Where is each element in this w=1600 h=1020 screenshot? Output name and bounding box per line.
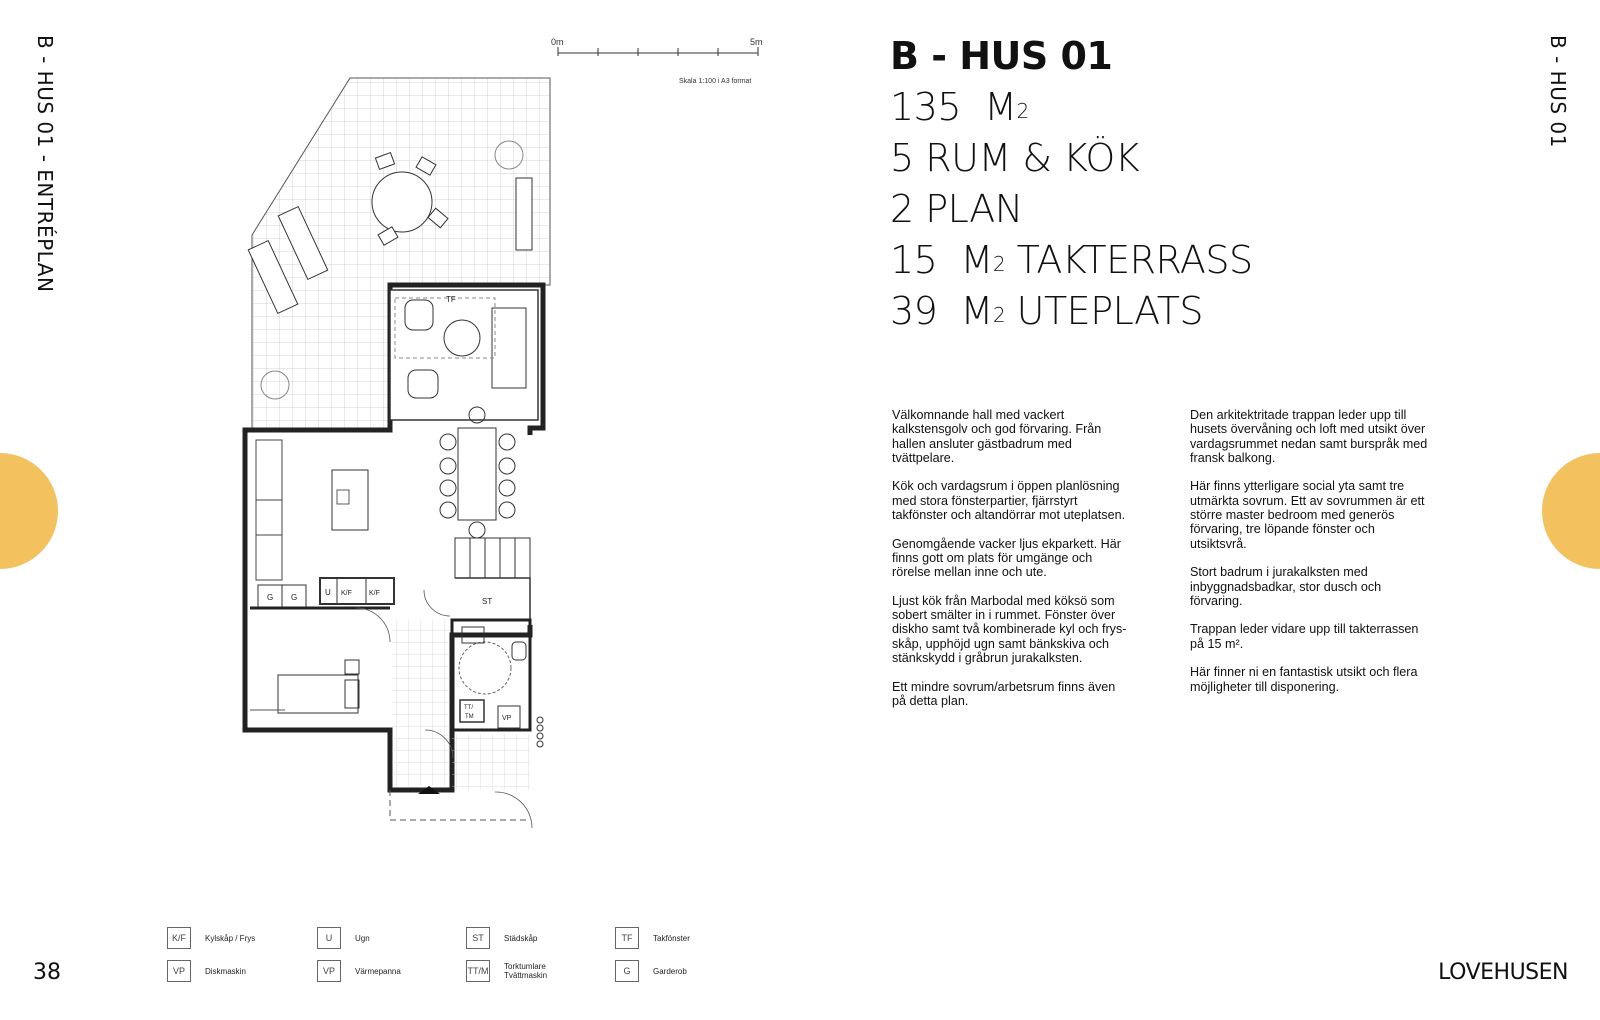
description-paragraph: Genomgående vacker ljus ekparkett. Här finns gott om plats för umgänge och rörelse mellan inne och ute. [892, 536, 1121, 580]
terrace-sq: 2 [992, 252, 1006, 276]
legend-label: Takfönster [653, 933, 690, 943]
legend-code: VP [167, 960, 191, 982]
plan-label-kf2: K/F [369, 590, 380, 597]
area-unit: M [984, 85, 1017, 129]
description-paragraph: Välkomnande hall med vackert kalkstensgolv och god förvaring. Från hallen ansluter gästbadrum med tvättpelare. [892, 408, 1102, 465]
patio-label: UTEPLATS [1016, 289, 1204, 333]
side-title-right: B - HUS 01 [1546, 35, 1570, 148]
legend-item [167, 960, 265, 982]
rooms-line: 5 RUM & KÖK [890, 136, 1140, 180]
plan-label-kf1: K/F [341, 590, 352, 597]
plan-label-g1: G [267, 593, 274, 602]
legend-label: Diskmaskin [205, 966, 246, 976]
legend-item [466, 927, 564, 949]
legend-code: G [615, 960, 639, 982]
plan-label-vp: VP [502, 715, 512, 722]
legend-item [466, 960, 564, 982]
headline-block [890, 30, 1253, 337]
terrace-line [890, 235, 1253, 286]
area-value: 135 [890, 85, 962, 129]
description-column-2 [1190, 408, 1430, 708]
description-column-1 [892, 408, 1132, 723]
legend-code: ST [466, 927, 490, 949]
terrace-value: 15 [890, 238, 938, 282]
legend-code: TT/M [466, 960, 490, 982]
plan-label-ttm-top: TT/ [464, 705, 473, 711]
patio-value: 39 [890, 289, 938, 333]
floor-plan [240, 30, 780, 850]
legend [167, 927, 767, 987]
scale-note: Skala 1:100 i A3 format [679, 78, 752, 85]
plan-label-tf: TF [446, 295, 456, 304]
patio-line [890, 286, 1253, 337]
plan-label-st: ST [482, 597, 493, 606]
legend-item [615, 960, 713, 982]
floors-line: 2 PLAN [890, 187, 1023, 231]
terrace-label: TAKTERRASS [1016, 238, 1253, 282]
brand-logo: LOVEHUSEN [1438, 960, 1568, 985]
scale-end: 5m [750, 37, 763, 47]
patio-sq: 2 [992, 303, 1006, 327]
description-paragraph: Den arkitektritade trappan leder upp till husets övervåning och loft med utsikt över vardagsrummet nedan samt burspråk med fransk balkong. [1190, 408, 1428, 465]
legend-label: Garderob [653, 966, 687, 976]
decorative-circle-left [0, 453, 58, 569]
plan-label-u: U [325, 588, 331, 597]
legend-label: Städskåp [504, 933, 538, 943]
description-paragraph: Ljust kök från Marbodal med köksö som sobert smälter in i rummet. Fönster över diskho samt två kombinerade kyl och frys-skåp, upphöjd ugn samt bänkskiva och stänkskydd i gråbrun jurakalksten. [892, 593, 1127, 666]
description-paragraph: Här finns ytterligare social yta samt tre utmärkta sovrum. Ett av sovrummen är ett större master bedroom med generös förvaring, tre löpande fönster och utsiktsvrå. [1190, 479, 1425, 551]
plan-label-g2: G [291, 593, 298, 602]
description-paragraph: Ett mindre sovrum/arbetsrum finns även på detta plan. [892, 679, 1116, 708]
legend-code: U [317, 927, 341, 949]
legend-item [167, 927, 265, 949]
decorative-circle-right [1542, 453, 1600, 569]
legend-code: VP [317, 960, 341, 982]
legend-item [615, 927, 713, 949]
legend-item [317, 927, 415, 949]
legend-code: K/F [167, 927, 191, 949]
scale-start: 0m [551, 37, 564, 47]
side-title-left: B - HUS 01 - ENTRÉPLAN [33, 35, 57, 293]
description-paragraph: Trappan leder vidare upp till takterrassen på 15 m². [1190, 622, 1419, 651]
area-line [890, 82, 1253, 133]
legend-label: Kylskåp / Frys [205, 933, 256, 943]
legend-label: Torktumlare Tvättmaskin [504, 962, 548, 980]
patio-unit: M [960, 289, 993, 333]
description-paragraph: Här finner ni en fantastisk utsikt och flera möjligheter till disponering. [1190, 665, 1418, 694]
description-paragraph: Stort badrum i jurakalksten med inbyggnadsbadkar, stor dusch och förvaring. [1190, 565, 1382, 608]
page-number: 38 [33, 960, 61, 985]
plan-label-ttm-bottom: TM [465, 714, 474, 720]
terrace-unit: M [960, 238, 993, 282]
house-title: B - HUS 01 [890, 34, 1113, 78]
legend-label: Ugn [355, 933, 370, 943]
scale-bar [551, 37, 763, 85]
legend-label: Värmepanna [355, 966, 401, 976]
description-paragraph: Kök och vardagsrum i öppen planlösning med stora fönsterpartier, fjärrstyrt takfönster och altandörrar mot uteplatsen. [892, 479, 1126, 523]
legend-code: TF [615, 927, 639, 949]
area-sq: 2 [1016, 99, 1029, 123]
legend-item [317, 960, 415, 982]
